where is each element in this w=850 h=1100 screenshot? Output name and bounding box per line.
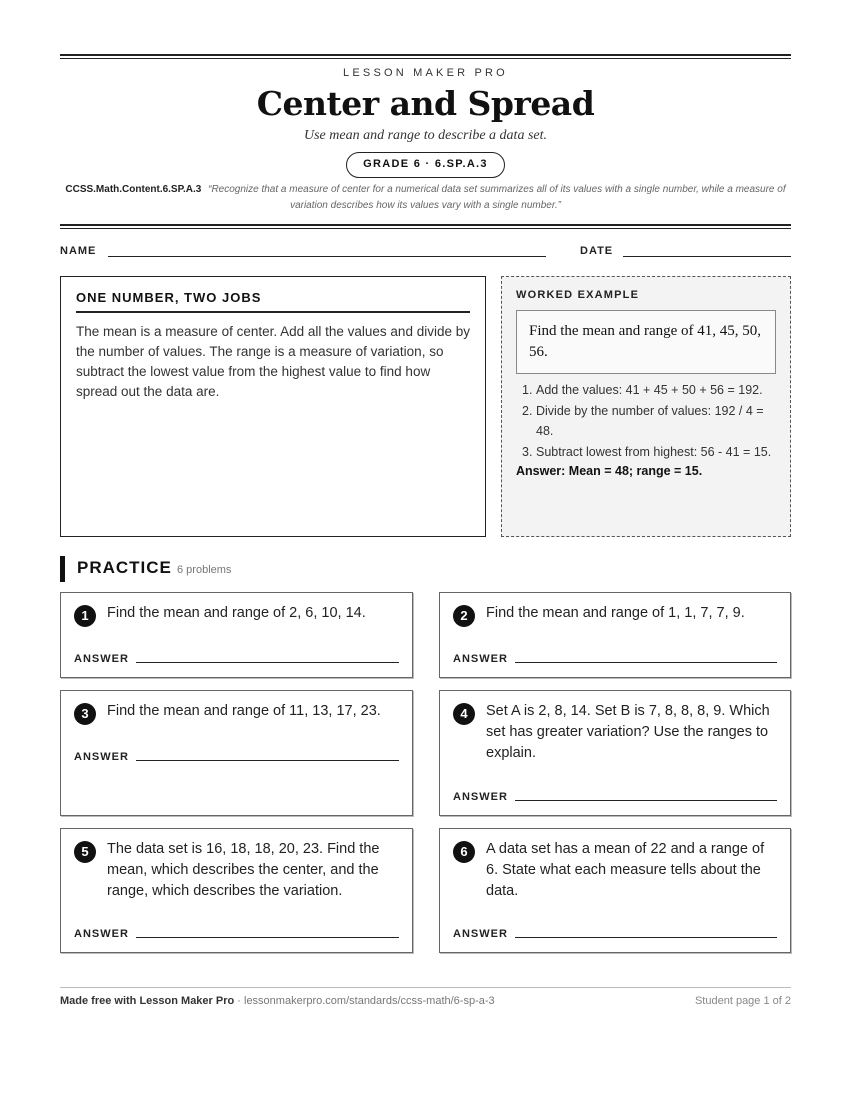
answer-label: ANSWER — [453, 653, 508, 665]
problem-number-badge: 5 — [74, 841, 96, 863]
worked-example-step — [516, 380, 776, 400]
problem-card-2 — [439, 592, 791, 678]
worked-example-answer: Answer: Mean = 48; range = 15. — [516, 464, 703, 478]
step-number: 2. — [522, 404, 533, 418]
concept-body: The mean is a measure of center. Add all the values and divide by the number of values. The range is a measure of variation, so subtract the lowest value from the highest value to find how spread out the data are. — [76, 324, 470, 399]
problem-text: The data set is 16, 18, 18, 20, 23. Find the mean, which describes the center, and the range, which describes the variation. — [107, 841, 380, 899]
problem-text: Find the mean and range of 2, 6, 10, 14. — [107, 605, 366, 621]
name-date-row — [60, 245, 791, 259]
page-title: Center and Spread — [256, 84, 595, 123]
worked-example-step — [516, 442, 776, 462]
step-text: Divide by the number of values: 192 / 4 = 48. — [536, 404, 764, 438]
problem-number-badge: 6 — [453, 841, 475, 863]
problem-text: Find the mean and range of 1, 1, 7, 7, 9. — [486, 605, 745, 621]
footer-page-number: Student page 1 of 2 — [694, 995, 791, 1007]
worked-example-problem: Find the mean and range of 41, 45, 50, 56. — [516, 310, 776, 374]
answer-field[interactable] — [136, 662, 399, 663]
answer-field[interactable] — [136, 937, 399, 938]
top-double-rule — [60, 54, 791, 59]
name-label: NAME — [60, 245, 97, 257]
problem-card-6 — [439, 828, 791, 953]
practice-title: PRACTICE — [77, 558, 172, 577]
name-field[interactable] — [108, 256, 546, 257]
header-bottom-rule — [60, 224, 791, 229]
problem-number-badge: 2 — [453, 605, 475, 627]
problem-number-badge: 1 — [74, 605, 96, 627]
answer-label: ANSWER — [453, 928, 508, 940]
worked-example-step — [516, 401, 776, 441]
practice-accent-bar — [60, 556, 65, 582]
footer-rule — [60, 987, 791, 988]
answer-field[interactable] — [515, 800, 777, 801]
answer-label: ANSWER — [453, 791, 508, 803]
answer-field[interactable] — [136, 760, 399, 761]
practice-count: 6 problems — [177, 564, 232, 576]
step-number: 1. — [522, 383, 533, 397]
grade-badge: GRADE 6 · 6.SP.A.3 — [346, 152, 505, 178]
date-field[interactable] — [623, 256, 791, 257]
problem-card-1 — [60, 592, 413, 678]
problem-number-badge: 3 — [74, 703, 96, 725]
problem-text: A data set has a mean of 22 and a range of 6. State what each measure tells about the data. — [486, 841, 765, 899]
problem-text: Set A is 2, 8, 14. Set B is 7, 8, 8, 8, 9. Which set has greater variation? Use the ranges to explain. — [486, 703, 770, 761]
page-subtitle: Use mean and range to describe a data set. — [303, 128, 548, 143]
answer-label: ANSWER — [74, 928, 129, 940]
date-label: DATE — [580, 245, 614, 257]
answer-field[interactable] — [515, 662, 777, 663]
standard-code: CCSS.Math.Content.6.SP.A.3 — [65, 184, 202, 195]
step-text: Subtract lowest from highest: 56 - 41 = 15. — [536, 445, 772, 459]
problem-number-badge: 4 — [453, 703, 475, 725]
footer-made-with: Made free with Lesson Maker Pro — [60, 995, 235, 1007]
concept-box — [60, 276, 486, 537]
problem-text: Find the mean and range of 11, 13, 17, 23. — [107, 703, 381, 719]
footer-credit — [60, 995, 495, 1007]
worked-example-label: WORKED EXAMPLE — [516, 289, 640, 301]
worked-example-box — [501, 276, 791, 537]
step-text: Add the values: 41 + 45 + 50 + 56 = 192. — [536, 383, 763, 397]
step-number: 3. — [522, 445, 533, 459]
answer-label: ANSWER — [74, 653, 129, 665]
standard-description — [60, 182, 791, 214]
problem-card-3 — [60, 690, 413, 816]
footer-url[interactable]: · lessonmakerpro.com/standards/ccss-math/6-sp-a-3 — [234, 995, 495, 1007]
brand-name: LESSON MAKER PRO — [343, 67, 508, 79]
standard-quote: “Recognize that a measure of center for a numerical data set summarizes all of its values with a single number, while a measure of variation describes how its values vary with a single number.” — [208, 184, 786, 211]
answer-label: ANSWER — [74, 751, 129, 763]
concept-title: ONE NUMBER, TWO JOBS — [76, 290, 470, 313]
answer-field[interactable] — [515, 937, 777, 938]
worked-example-steps — [516, 380, 776, 462]
problem-card-5 — [60, 828, 413, 953]
problem-card-4 — [439, 690, 791, 816]
